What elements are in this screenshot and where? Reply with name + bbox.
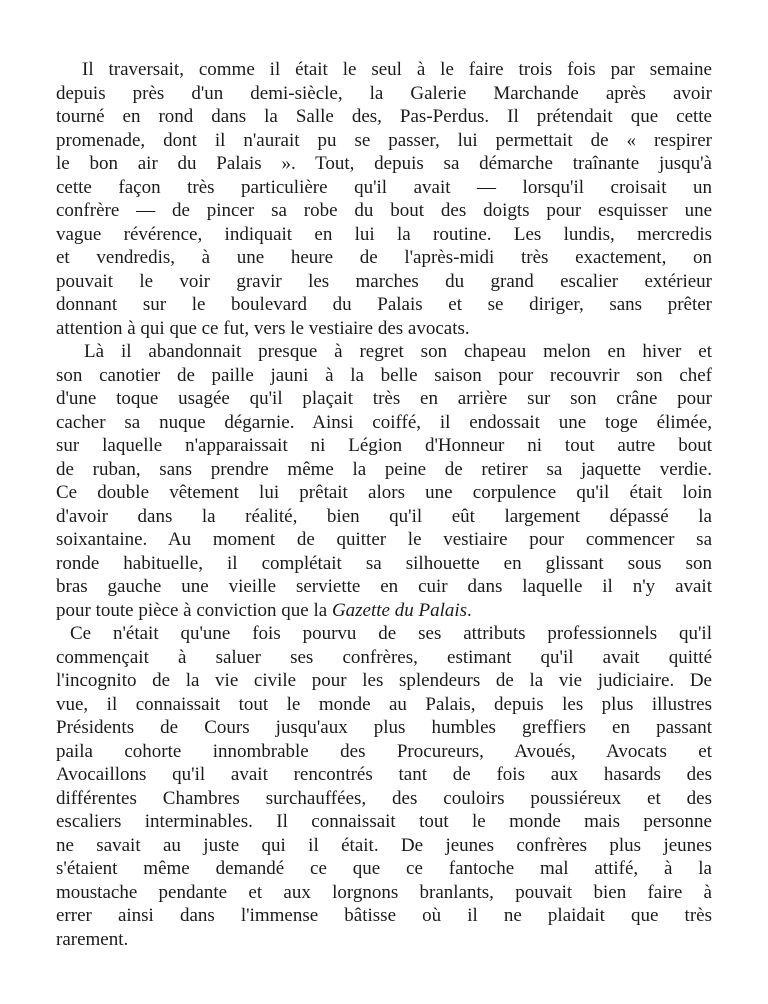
text-segment: d'une toque usagée qu'il plaçait très en arrière sur son crâne pour <box>56 388 712 409</box>
text-line <box>56 176 712 200</box>
text-line <box>56 317 712 341</box>
text-segment: pour toute pièce à conviction que la <box>56 599 332 621</box>
text-segment: et vendredis, à une heure de l'après-midi très exactement, on <box>56 247 712 268</box>
text-line <box>56 646 712 670</box>
text-segment: tourné en rond dans la Salle des, Pas-Perdus. Il prétendait que cette <box>56 106 712 127</box>
text-segment: ne savait au juste qui il était. De jeunes confrères plus jeunes <box>56 834 712 856</box>
text-segment: errer ainsi dans l'immense bâtisse où il ne plaidait que très <box>56 905 712 926</box>
text-segment: confrère — de pincer sa robe du bout des doigts pour esquisser une <box>56 200 712 221</box>
text-line <box>56 693 712 717</box>
text-segment: pouvait le voir gravir les marches du grand escalier extérieur <box>56 270 712 292</box>
text-line <box>56 58 712 82</box>
text-segment: commençait à saluer ses confrères, estimant qu'il avait quitté <box>56 646 712 668</box>
text-segment: son canotier de paille jauni à la belle saison pour recouvrir son chef <box>56 364 712 386</box>
text-segment: Présidents de Cours jusqu'aux plus humbles greffiers en passant <box>56 717 712 738</box>
text-segment: de ruban, sans prendre même la peine de retirer sa jaquette verdie. <box>56 458 712 480</box>
text-line <box>56 740 712 764</box>
text-segment: vague révérence, indiquait en lui la routine. Les lundis, mercredis <box>56 223 712 245</box>
text-line <box>56 82 712 106</box>
text-line <box>56 810 712 834</box>
text-line <box>56 293 712 317</box>
text-segment: rarement. <box>56 928 129 950</box>
text-segment: l'incognito de la vie civile pour les splendeurs de la vie judiciaire. De <box>56 670 712 691</box>
text-segment: vue, il connaissait tout le monde au Palais, depuis les plus illustres <box>56 693 712 715</box>
text-segment: donnant sur le boulevard du Palais et se diriger, sans prêter <box>56 294 712 315</box>
italic-text-segment: Gazette du Palais <box>331 599 468 621</box>
text-line <box>56 458 712 482</box>
text-segment: Il traversait, comme il était le seul à le faire trois fois par semaine <box>82 59 712 80</box>
paragraph <box>56 340 712 622</box>
text-line <box>56 481 712 505</box>
text-segment: bras gauche une vieille serviette en cuir dans laquelle il n'y avait <box>56 576 712 597</box>
text-segment: paila cohorte innombrable des Procureurs, Avoués, Avocats et <box>56 740 712 762</box>
text-segment: cacher sa nuque dégarnie. Ainsi coiffé, il endossait une toge élimée, <box>56 411 712 433</box>
text-line <box>56 599 712 623</box>
text-segment: escaliers interminables. Il connaissait tout le monde mais personne <box>56 811 712 832</box>
text-segment: . <box>467 599 472 621</box>
body-text <box>56 58 712 951</box>
text-segment: soixantaine. Au moment de quitter le vestiaire pour commencer sa <box>56 529 712 550</box>
text-line <box>56 857 712 881</box>
text-line <box>56 129 712 153</box>
text-line <box>56 834 712 858</box>
text-segment: depuis près d'un demi-siècle, la Galerie Marchande après avoir <box>56 82 712 104</box>
text-line <box>56 881 712 905</box>
text-segment: différentes Chambres surchauffées, des couloirs poussiéreux et des <box>56 787 712 809</box>
text-line <box>56 434 712 458</box>
text-line <box>56 387 712 411</box>
text-line <box>56 223 712 247</box>
text-line <box>56 904 712 928</box>
text-line <box>56 270 712 294</box>
text-segment: moustache pendante et aux lorgnons branlants, pouvait bien faire à <box>56 881 712 903</box>
text-segment: promenade, dont il n'aurait pu se passer, lui permettait de « respirer <box>56 129 712 151</box>
text-line <box>56 763 712 787</box>
text-line <box>56 669 712 693</box>
text-segment: Ce double vêtement lui prêtait alors une corpulence qu'il était loin <box>56 482 712 503</box>
text-segment: cette façon très particulière qu'il avait — lorsqu'il croisait un <box>56 176 712 198</box>
text-line <box>56 411 712 435</box>
text-line <box>56 246 712 270</box>
text-line <box>56 199 712 223</box>
text-line <box>56 716 712 740</box>
text-line <box>56 622 712 646</box>
text-line <box>56 105 712 129</box>
text-segment: Ce n'était qu'une fois pourvu de ses attributs professionnels qu'il <box>70 623 712 644</box>
text-line <box>56 928 712 952</box>
text-segment: sur laquelle n'apparaissait ni Légion d'Honneur ni tout autre bout <box>56 435 712 456</box>
text-line <box>56 340 712 364</box>
text-segment: attention à qui que ce fut, vers le vestiaire des avocats. <box>56 317 470 339</box>
text-line <box>56 152 712 176</box>
text-line <box>56 552 712 576</box>
paragraph <box>56 622 712 951</box>
text-segment: le bon air du Palais ». Tout, depuis sa démarche traînante jusqu'à <box>56 153 712 174</box>
text-line <box>56 787 712 811</box>
text-segment: Là il abandonnait presque à regret son chapeau melon en hiver et <box>84 341 712 362</box>
paragraph <box>56 58 712 340</box>
text-line <box>56 364 712 388</box>
text-line <box>56 505 712 529</box>
text-line <box>56 575 712 599</box>
text-segment: Avocaillons qu'il avait rencontrés tant de fois aux hasards des <box>56 764 712 785</box>
text-line <box>56 528 712 552</box>
text-segment: s'étaient même demandé ce que ce fantoche mal attifé, à la <box>56 858 712 879</box>
text-segment: ronde habituelle, il complétait sa silhouette en glissant sous son <box>56 552 712 574</box>
text-segment: d'avoir dans la réalité, bien qu'il eût largement dépassé la <box>56 505 712 527</box>
